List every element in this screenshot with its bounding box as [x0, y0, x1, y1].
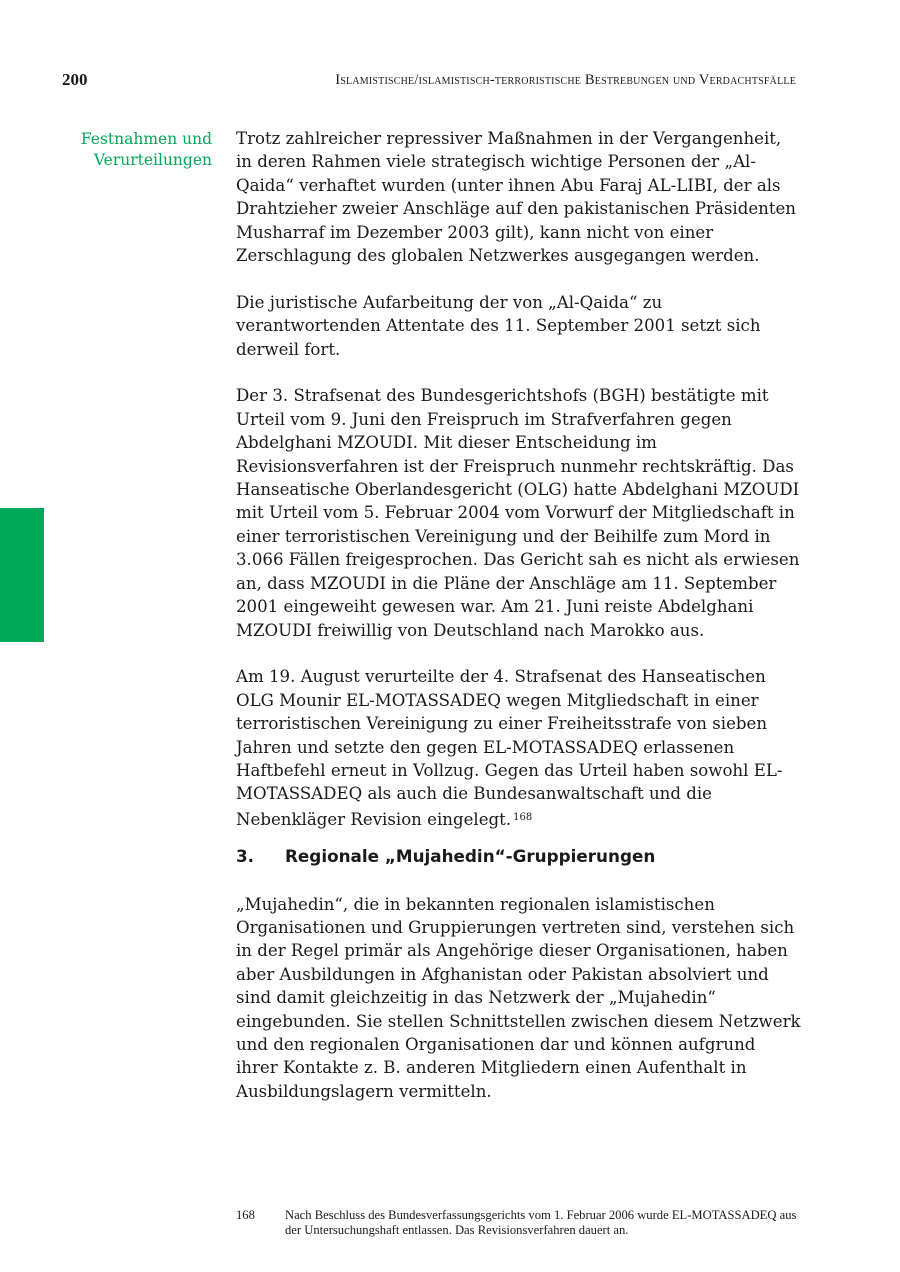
footnote-text: Nach Beschluss des Bundesverfassungsgerichts vom 1. Februar 2006 wurde EL-MOTASSADEQ aus der Untersuchungshaft entlassen. Das Revisionsverfahren dauert an.	[285, 1208, 797, 1237]
footnote-reference[interactable]: 168	[513, 811, 533, 823]
paragraph-2: Die juristische Aufarbeitung der von „Al-Qaida“ zu verantwortenden Attentate des 11. September 2001 setzt sich derweil fort.	[236, 292, 761, 359]
footnote	[236, 1208, 802, 1238]
section-title: Regionale „Mujahedin“-Gruppierungen	[285, 846, 656, 867]
margin-note-line-1: Festnahmen und	[80, 130, 212, 148]
paragraph-4	[236, 665, 802, 831]
main-text	[236, 127, 802, 1127]
margin-note-line-2: Verurteilungen	[93, 151, 212, 169]
paragraph-3: Der 3. Strafsenat des Bundesgerichtshofs (BGH) bestätigte mit Urteil vom 9. Juni den Freispruch im Strafverfahren gegen Abdelghani MZOUDI. Mit dieser Entscheidung im Revisionsverfahren ist der Freispruch nunmehr rechtskräftig. Das Hanseatische Oberlandesgericht (OLG) hatte Abdelghani MZOUDI mit Urteil vom 5. Februar 2004 vom Vorwurf der Mitgliedschaft in einer terroristischen Vereinigung und der Beihilfe zum Mord in 3.066 Fällen freigesprochen. Das Gericht sah es nicht als erwiesen an, dass MZOUDI in die Pläne der Anschläge am 11. September 2001 eingeweiht gewesen war. Am 21. Juni reiste Abdelghani MZOUDI freiwillig von Deutschland nach Marokko aus.	[236, 386, 800, 640]
chapter-tab-marker	[0, 508, 44, 642]
footnote-number: 168	[236, 1208, 255, 1222]
section-paragraph: „Mujahedin“, die in bekannten regionalen islamistischen Organisationen und Gruppierungen vertreten sind, verstehen sich in der Regel primär als Angehörige dieser Organisationen, haben aber Ausbildungen in Afghanistan oder Pakistan absolviert und sind damit gleichzeitig in das Netzwerk der „Mujahedin“ eingebunden. Sie stellen Schnittstellen zwischen diesem Netzwerk und den regionalen Organisationen dar und können aufgrund ihrer Kontakte z. B. anderen Mitgliedern einen Aufenthalt in Ausbildungslagern vermitteln.	[236, 894, 801, 1101]
section-number: 3.	[236, 846, 255, 867]
section-heading	[236, 845, 802, 868]
running-header: Islamistische/islamistisch-terroristische Bestrebungen und Verdachtsfälle	[335, 72, 796, 88]
paragraph-4-text: Am 19. August verurteilte der 4. Strafsenat des Hanseatischen OLG Mounir EL-MOTASSADEQ wegen Mitgliedschaft in einer terroristischen Vereinigung zu einer Freiheitsstrafe von sieben Jahren und setzte den gegen EL-MOTASSADEQ erlassenen Haftbefehl erneut in Vollzug. Gegen das Urteil haben sowohl EL-MOTASSADEQ als auch die Bundesanwaltschaft und die Nebenkläger Revision eingelegt.	[236, 667, 783, 829]
paragraph-1: Trotz zahlreicher repressiver Maßnahmen in der Vergangenheit, in deren Rahmen viele strategisch wichtige Personen der „Al-Qaida“ verhaftet wurden (unter ihnen Abu Faraj AL-LIBI, der als Drahtzieher zweier Anschläge auf den pakistanischen Präsidenten Musharraf im Dezember 2003 gilt), kann nicht von einer Zerschlagung des globalen Netzwerkes ausgegangen werden.	[236, 129, 796, 266]
margin-note	[42, 129, 212, 171]
page-number: 200	[62, 70, 88, 89]
